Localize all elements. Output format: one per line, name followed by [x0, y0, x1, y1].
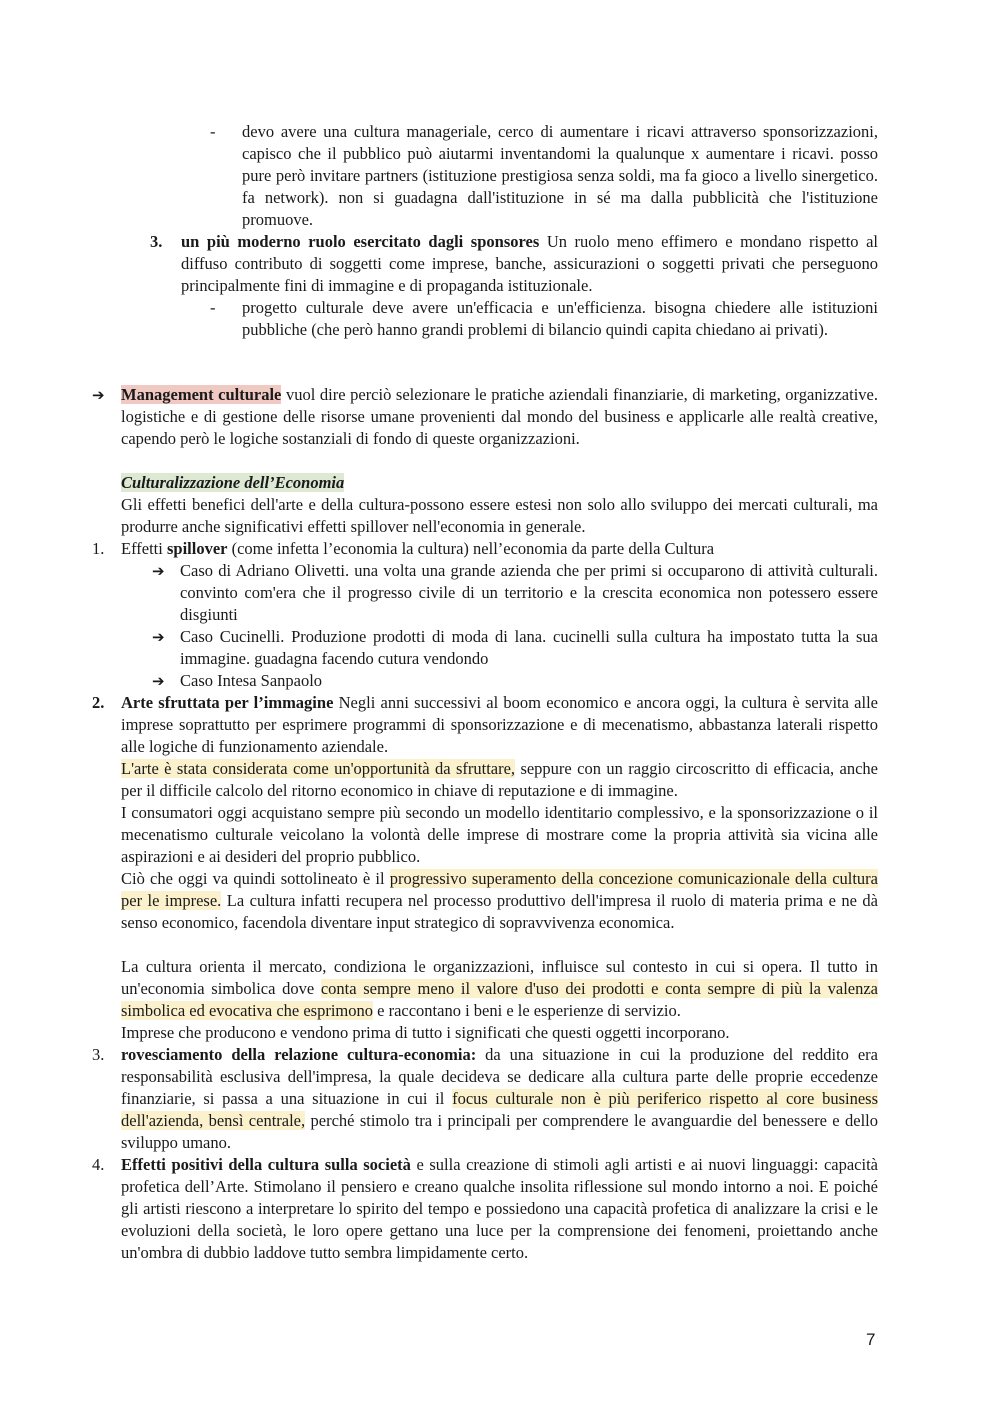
list-number: 1.	[92, 539, 105, 558]
item-text: Effetti	[121, 539, 167, 558]
item-text: da una situazione in cui la produzione del reddito era responsabilità esclusiva dell'impresa, la quale decideva se dedicare alla cultura parte delle proprie eccedenze finanziarie, si passa a una situazione in cui il	[121, 1045, 878, 1108]
highlighted-term: Management culturale	[121, 385, 282, 404]
item-text: Negli anni successivi al boom economico e ancora oggi, la cultura è servita alle imprese soprattutto per esprimere programmi di sponsorizzazione e di mecenatismo, abbastanza laterali rispetto alle logiche di funzionamento aziendale.	[121, 693, 878, 756]
item-text: (come infetta l’economia la cultura) nell’economia da parte della Cultura	[227, 539, 715, 558]
page-number: 7	[866, 1330, 876, 1349]
bullet-dash: -	[210, 298, 216, 317]
paragraph	[121, 868, 878, 934]
list-item-3-sponsors	[181, 231, 878, 297]
paragraph	[121, 956, 878, 1022]
paragraph-text: e raccontano i beni e le esperienze di servizio.	[373, 1001, 681, 1020]
paragraph: I consumatori oggi acquistano sempre più secondo un modello identitario complessivo, e la sponsorizzazione o il mecenatismo culturale veicolano la volontà delle imprese di mostrare come la propria attività sia vicina alle aspirazioni e ai desideri del proprio pubblico.	[121, 803, 878, 866]
sub-item-olivetti: Caso di Adriano Olivetti. una volta una grande azienda che per primi si occuparono di attività culturali. convinto com'era che il progresso civile di un territorio e la crescita economica non potessero essere disgiunti	[180, 561, 878, 624]
highlighted-text: focus culturale non è più periferico rispetto al core business dell'azienda, bensì centrale,	[121, 1089, 878, 1130]
highlighted-text: conta sempre meno il valore d'uso dei prodotti e conta sempre di più la valenza simbolica ed evocativa che esprimono	[121, 979, 879, 1020]
item-text: Un ruolo meno effimero e mondano rispetto al diffuso contributo di soggetti come imprese, banche, assicurazioni o soggetti privati che perseguono principalmente fini di immagine e di propaganda istituzionale.	[181, 232, 878, 295]
highlighted-text: progressivo superamento della concezione comunicazionale della cultura per le imprese.	[121, 869, 878, 910]
paragraph-text: vuol dire perciò selezionare le pratiche aziendali finanziarie, di marketing, organizzative. logistiche e di gestione delle risorse umane provenienti dal mondo del business e applicarle alle realtà creative, capendo però le logiche sostanziali di fondo di queste organizzazioni.	[121, 385, 878, 448]
paragraph-text: seppure con un raggio circoscritto di efficacia, anche per il difficile calcolo del ritorno economico in chiave di reputazione e di immagine.	[121, 759, 878, 800]
bullet-paragraph: devo avere una cultura manageriale, cerco di aumentare i ricavi attraverso sponsorizzazioni, capisco che il pubblico può aiutarmi inventandomi la qualunque x aumentare i ricavi. posso pure però invitare partners (istituzione prestigiosa senza soldi, ma fa gioco a livello sinergetico. fa network). non si guadagna dall'istituzione in sé ma dalla pubblicità che l'istituzione promuove.	[242, 122, 878, 229]
list-number: 3.	[150, 232, 163, 251]
arrow-bullet-icon: ➔	[152, 562, 165, 580]
section-intro: Gli effetti benefici dell'arte e della cultura-possono essere estesi non solo allo sviluppo dei mercati culturali, ma produrre anche significativi effetti spillover nell'economia in generale.	[121, 495, 878, 536]
highlighted-text: L'arte è stata considerata come un'opportunità da sfruttare,	[121, 759, 516, 778]
list-number: 2.	[92, 693, 105, 712]
paragraph	[121, 758, 878, 802]
item-text: perché stimolo tra i principali per comprendere le avanguardie del benessere e dello sviluppo umano.	[121, 1111, 878, 1152]
arrow-bullet-icon: ➔	[152, 672, 165, 690]
list-number: 3.	[92, 1045, 105, 1064]
bullet-dash: -	[210, 122, 216, 141]
item-heading: un più moderno ruolo esercitato dagli sponsores	[181, 232, 540, 251]
paragraph-text: Ciò che oggi va quindi sottolineato è il	[121, 869, 390, 888]
arrow-bullet-icon: ➔	[92, 386, 105, 404]
item-text: e sulla creazione di stimoli agli artisti e ai nuovi linguaggi: capacità profetica dell’Arte. Stimolano il pensiero e creano qualche insolita riflessione sul mondo intorno a noi. E poiché gli artisti riescono a interpretare lo spirito del tempo e possiedono una capacità profetica di analizzare la crisi e le evoluzioni della società, le loro opere gettano una luce per la comprensione dei fenomeni, proiettando anche un'ombra di dubbio laddove tutto sembra limpidamente certo.	[121, 1155, 878, 1262]
sub-item-cucinelli: Caso Cucinelli. Produzione prodotti di moda di lana. cucinelli sulla cultura ha impostato tutta la sua immagine. guadagna facendo cutura vendondo	[180, 627, 878, 668]
list-item-1-spillover	[121, 538, 878, 560]
item-heading: Arte sfruttata per l’immagine	[121, 693, 334, 712]
list-item-4-effetti-positivi	[121, 1154, 878, 1264]
bullet-paragraph: progetto culturale deve avere un'efficacia e un'efficienza. bisogna chiedere alle istituzioni pubbliche (che però hanno grandi problemi di bilancio quindi capita chiedano ai privati).	[242, 298, 878, 339]
paragraph-text: La cultura infatti recupera nel processo produttivo dell'impresa il ruolo di materia prima e ne dà senso economico, facendola diventare input strategico di sopravvivenza economica.	[121, 891, 878, 932]
paragraph-text: La cultura orienta il mercato, condiziona le organizzazioni, influisce sul contesto in cui si opera. Il tutto in un'economia simbolica dove	[121, 957, 878, 998]
sub-item-intesa: Caso Intesa Sanpaolo	[180, 671, 323, 690]
paragraph: Imprese che producono e vendono prima di tutto i significati che questi oggetti incorporano.	[121, 1023, 730, 1042]
arrow-bullet-icon: ➔	[152, 628, 165, 646]
item-heading: spillover	[166, 539, 228, 558]
list-item-3-rovesciamento	[121, 1044, 878, 1154]
management-paragraph	[121, 384, 878, 450]
section-title	[121, 472, 344, 494]
section-title-text: Culturalizzazione dell’Economia	[121, 473, 345, 492]
item-heading: Effetti positivi della cultura sulla società	[121, 1155, 411, 1174]
list-number: 4.	[92, 1155, 105, 1174]
item-heading: rovesciamento della relazione cultura-economia:	[121, 1045, 477, 1064]
list-item-2-arte	[121, 692, 878, 758]
